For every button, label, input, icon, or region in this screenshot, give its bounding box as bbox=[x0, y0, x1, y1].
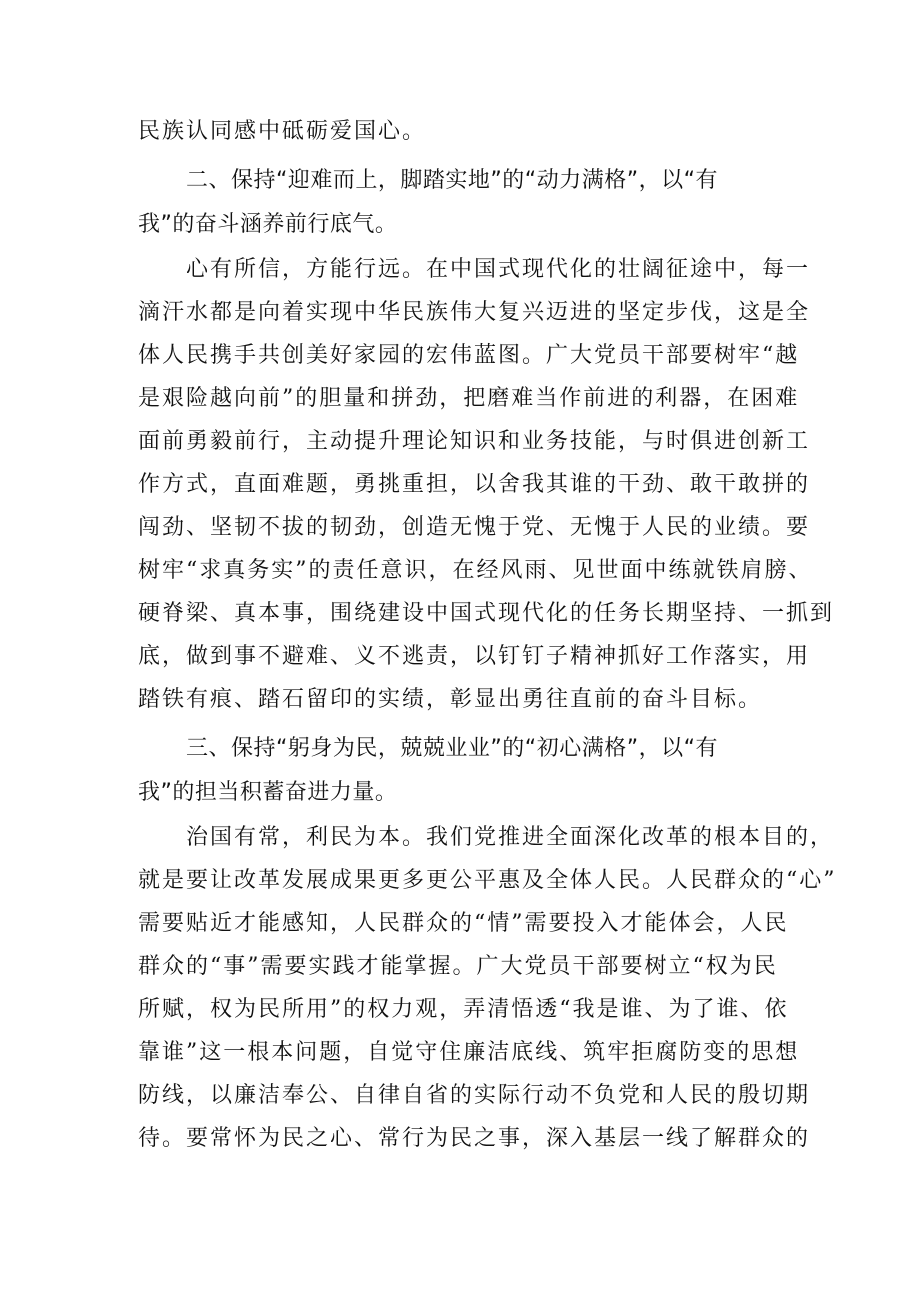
paragraph-line: 体人民携手共创美好家园的宏伟蓝图。广大党员干部要树牢“越 bbox=[138, 343, 800, 368]
section-heading-line: 我”的奋斗涵养前行底气。 bbox=[138, 212, 398, 237]
paragraph-line: 面前勇毅前行，主动提升理论知识和业务技能，与时俱进创新工 bbox=[138, 429, 811, 454]
paragraph-line: 防线，以廉洁奉公、自律自省的实际行动不负党和人民的殷切期 bbox=[138, 1083, 811, 1108]
paragraph-line: 所赋，权为民所用”的权力观，弄清悟透“我是谁、为了谁、依 bbox=[138, 997, 789, 1022]
paragraph-line: 踏铁有痕、踏石留印的实绩，彰显出勇往直前的奋斗目标。 bbox=[138, 687, 763, 712]
paragraph-line: 底，做到事不避难、义不逃责，以钉钉子精神抓好工作落实，用 bbox=[138, 644, 811, 669]
paragraph-line: 滴汗水都是向着实现中华民族伟大复兴迈进的坚定步伐，这是全 bbox=[138, 300, 811, 325]
paragraph-line: 待。要常怀为民之心、常行为民之事，深入基层一线了解群众的 bbox=[138, 1126, 811, 1151]
paragraph-line: 就是要让改革发展成果更多更公平惠及全体人民。人民群众的“心” bbox=[138, 868, 837, 893]
section-heading-line: 二、保持“迎难而上，脚踏实地”的“动力满格”，以“有 bbox=[186, 168, 718, 193]
paragraph-line: 硬脊梁、真本事，围绕建设中国式现代化的任务长期坚持、一抓到 bbox=[138, 601, 835, 626]
paragraph-line: 作方式，直面难题，勇挑重担，以舍我其谁的干劲、敢干敢拼的 bbox=[138, 472, 811, 497]
paragraph-line: 树牢“求真务实”的责任意识，在经风雨、见世面中练就铁肩膀、 bbox=[138, 558, 813, 583]
paragraph-line: 靠谁”这一根本问题，自觉守住廉洁底线、筑牢拒腐防变的思想 bbox=[138, 1040, 800, 1065]
paragraph-line: 是艰险越向前”的胆量和拼劲，把磨难当作前进的利器，在困难 bbox=[138, 386, 800, 411]
paragraph-line: 需要贴近才能感知，人民群众的“情”需要投入才能体会，人民 bbox=[138, 911, 789, 936]
section-heading-line: 三、保持“躬身为民，兢兢业业”的“初心满格”，以“有 bbox=[186, 736, 718, 761]
section-heading-line: 我”的担当积蓄奋进力量。 bbox=[138, 780, 398, 805]
paragraph-line: 心有所信，方能行远。在中国式现代化的壮阔征途中，每一 bbox=[186, 257, 811, 282]
paragraph-line: 群众的“事”需要实践才能掌握。广大党员干部要树立“权为民 bbox=[138, 954, 778, 979]
paragraph-line: 民族认同感中砥砺爱国心。 bbox=[138, 119, 427, 144]
paragraph-line: 治国有常，利民为本。我们党推进全面深化改革的根本目的， bbox=[186, 825, 835, 850]
paragraph-line: 闯劲、坚韧不拔的韧劲，创造无愧于党、无愧于人民的业绩。要 bbox=[138, 515, 811, 540]
